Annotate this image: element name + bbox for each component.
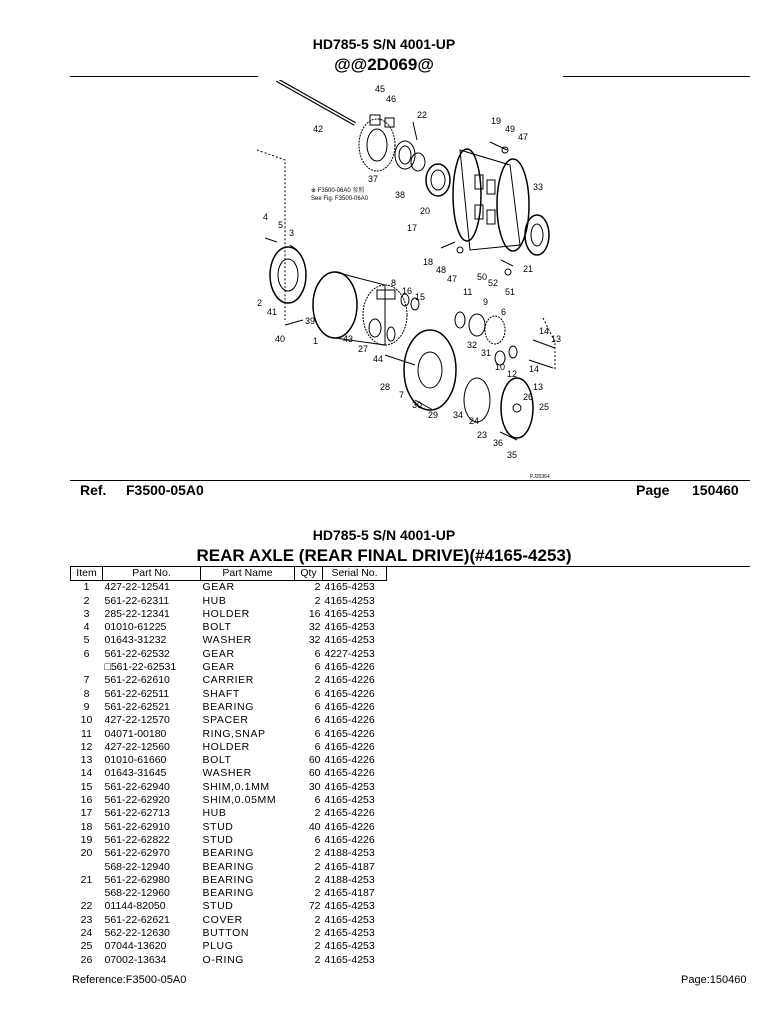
table-row xyxy=(71,741,387,754)
cell-part-name: BOLT xyxy=(202,754,232,767)
cell-serial-no: 4165-4253 xyxy=(324,927,375,940)
cell-item xyxy=(71,861,103,874)
table-row xyxy=(71,581,387,595)
callout-number: 14 xyxy=(539,326,550,336)
callout-number: 19 xyxy=(491,116,502,126)
table-row xyxy=(71,914,387,927)
cell-serial-no: 4165-4187 xyxy=(324,887,375,900)
callout-number: 23 xyxy=(477,430,488,440)
table-row xyxy=(71,940,387,953)
callout-number: 25 xyxy=(539,402,550,412)
cell-item: 10 xyxy=(80,714,93,727)
cell-part-no: 01643-31232 xyxy=(104,634,167,647)
cell-item: 20 xyxy=(80,847,93,860)
cell-qty: 6 xyxy=(314,647,321,660)
callout-number: 42 xyxy=(313,124,324,134)
callout-number: 10 xyxy=(495,362,506,372)
cell-qty: 2 xyxy=(314,887,321,900)
cell-part-name: PLUG xyxy=(202,940,234,953)
cell-qty: 6 xyxy=(314,794,321,807)
cell-qty: 2 xyxy=(314,873,321,886)
cell-part-no: □561-22-62531 xyxy=(104,661,177,674)
cell-part-no: 01010-61660 xyxy=(104,754,167,767)
cell-part-name: BUTTON xyxy=(202,927,250,940)
cell-part-no: 562-22-12630 xyxy=(104,927,170,940)
cell-qty: 2 xyxy=(314,847,321,860)
cell-qty: 6 xyxy=(314,700,321,713)
cell-part-no: 561-22-62532 xyxy=(104,647,170,660)
callout-number: 5 xyxy=(278,220,284,230)
cell-item: 24 xyxy=(80,927,93,940)
cell-serial-no: 4165-4253 xyxy=(324,900,375,913)
callout-number: 46 xyxy=(386,94,397,104)
cell-part-no: 561-22-62713 xyxy=(104,807,170,820)
callout-number: 13 xyxy=(533,382,544,392)
callout-number: 16 xyxy=(402,286,413,296)
cell-qty: 40 xyxy=(308,820,321,833)
cell-item: 11 xyxy=(81,727,92,740)
cell-serial-no: 4165-4253 xyxy=(324,913,375,926)
cell-qty: 2 xyxy=(314,913,321,926)
parts-table-header xyxy=(71,567,387,581)
cell-serial-no: 4165-4253 xyxy=(324,780,375,793)
cell-serial-no: 4165-4226 xyxy=(324,714,375,727)
cell-item: 14 xyxy=(80,767,93,780)
table-row xyxy=(71,767,387,780)
cell-qty: 60 xyxy=(308,754,321,767)
cell-part-name: STUD xyxy=(202,820,234,833)
cell-qty: 30 xyxy=(308,780,321,793)
callout-number: 3 xyxy=(289,228,295,238)
cell-part-no: 561-22-62511 xyxy=(104,687,170,700)
document-code: @@2D069@ xyxy=(334,55,434,74)
callout-number: 8 xyxy=(391,278,397,288)
callout-number: 51 xyxy=(505,287,516,297)
cell-serial-no: 4165-4226 xyxy=(324,740,375,753)
cell-qty: 2 xyxy=(314,940,321,953)
callout-number: 20 xyxy=(420,206,431,216)
cell-item: 21 xyxy=(80,873,93,886)
cell-part-no: 561-22-62910 xyxy=(104,820,170,833)
cell-serial-no: 4165-4226 xyxy=(324,674,375,687)
cell-item: 8 xyxy=(83,687,90,700)
cell-part-name: SPACER xyxy=(202,714,249,727)
page-value: 150460 xyxy=(692,482,739,498)
cell-item: 1 xyxy=(83,581,90,594)
table-row xyxy=(71,701,387,714)
cell-part-name: COVER xyxy=(202,913,243,926)
cell-item: 12 xyxy=(80,740,93,753)
cell-part-no: 561-22-62521 xyxy=(104,700,170,713)
cell-part-no: 04071-00180 xyxy=(104,727,167,740)
cell-part-no: 568-22-12960 xyxy=(104,887,170,900)
callout-number: 50 xyxy=(477,272,488,282)
exploded-parts-diagram xyxy=(255,80,575,480)
cell-qty: 6 xyxy=(314,833,321,846)
table-row xyxy=(71,714,387,727)
table-row xyxy=(71,794,387,807)
cell-item xyxy=(71,887,103,900)
cell-serial-no: 4165-4253 xyxy=(324,607,375,620)
callout-number: 40 xyxy=(275,334,286,344)
cell-part-name: GEAR xyxy=(202,581,235,594)
cell-part-no: 427-22-12541 xyxy=(104,581,170,594)
cell-part-name: WASHER xyxy=(202,634,252,647)
cell-qty: 60 xyxy=(308,767,321,780)
cell-qty: 6 xyxy=(314,727,321,740)
cell-serial-no: 4165-4253 xyxy=(324,621,375,634)
callout-number: 21 xyxy=(523,264,534,274)
table-row xyxy=(71,608,387,621)
callout-number: 33 xyxy=(533,182,544,192)
callout-number: 38 xyxy=(395,190,406,200)
footer-page: Page:150460 xyxy=(681,974,747,986)
cell-part-no: 427-22-12570 xyxy=(104,714,170,727)
cell-item: 23 xyxy=(80,913,93,926)
cell-part-no: 561-22-62920 xyxy=(104,794,170,807)
cell-part-no: 285-22-12341 xyxy=(104,607,170,620)
cell-serial-no: 4165-4253 xyxy=(324,953,375,966)
cell-serial-no: 4165-4253 xyxy=(324,634,375,647)
table-row xyxy=(71,595,387,608)
cell-item: 16 xyxy=(80,794,93,807)
cell-serial-no: 4165-4253 xyxy=(324,581,375,594)
cell-serial-no: 4165-4187 xyxy=(324,860,375,873)
table-row xyxy=(71,887,387,900)
cell-item: 15 xyxy=(80,780,93,793)
cell-part-name: BEARING xyxy=(202,847,254,860)
table-row xyxy=(71,781,387,794)
cell-item xyxy=(71,661,103,674)
cell-part-name: HUB xyxy=(202,807,227,820)
cell-item: 13 xyxy=(80,754,93,767)
callout-number: 2 xyxy=(257,298,263,308)
cell-part-name: BEARING xyxy=(202,860,254,873)
cell-serial-no: 4165-4226 xyxy=(324,767,375,780)
table-row xyxy=(71,834,387,847)
cell-part-name: RING,SNAP xyxy=(202,727,266,740)
cell-part-no: 427-22-12560 xyxy=(104,740,170,753)
cell-item: 2 xyxy=(83,594,90,607)
table-row xyxy=(71,688,387,701)
callout-number: 52 xyxy=(488,278,499,288)
cell-item: 26 xyxy=(80,953,93,966)
header-serial-no: Serial No. xyxy=(323,567,387,581)
header-qty: Qty xyxy=(295,567,323,581)
callout-number: 37 xyxy=(368,174,379,184)
title-rule-left xyxy=(70,76,258,77)
cell-part-name: BEARING xyxy=(202,700,254,713)
cell-qty: 2 xyxy=(314,594,321,607)
cell-item: 17 xyxy=(80,807,93,820)
page-label: Page xyxy=(636,482,670,498)
cell-qty: 32 xyxy=(308,621,321,634)
cell-serial-no: 4165-4226 xyxy=(324,727,375,740)
cell-part-name: BEARING xyxy=(202,887,254,900)
cell-part-no: 07002-13634 xyxy=(104,953,167,966)
cell-qty: 16 xyxy=(308,607,321,620)
section-subtitle: REAR AXLE (REAR FINAL DRIVE)(#4165-4253) xyxy=(196,546,572,565)
table-row xyxy=(71,754,387,767)
table-row xyxy=(71,861,387,874)
cell-qty: 2 xyxy=(314,860,321,873)
cell-item: 18 xyxy=(80,820,93,833)
cell-part-name: BEARING xyxy=(202,873,254,886)
callout-number: 41 xyxy=(267,307,278,317)
callout-number: 47 xyxy=(518,132,529,142)
cell-part-no: 568-22-12940 xyxy=(104,860,170,873)
cell-part-name: WASHER xyxy=(202,767,252,780)
table-row xyxy=(71,874,387,887)
section-title: HD785-5 S/N 4001-UP xyxy=(312,527,456,543)
callout-number: 47 xyxy=(447,274,458,284)
cell-qty: 2 xyxy=(314,953,321,966)
cell-part-name: SHIM,0.05MM xyxy=(202,794,277,807)
cell-part-name: SHAFT xyxy=(202,687,240,700)
callout-number: 34 xyxy=(453,410,464,420)
callout-number: 6 xyxy=(501,307,507,317)
header-part-name: Part Name xyxy=(201,567,295,581)
cell-serial-no: 4165-4226 xyxy=(324,700,375,713)
cell-qty: 6 xyxy=(314,661,321,674)
callout-number: 39 xyxy=(305,316,316,326)
cell-part-no: 01144-82050 xyxy=(104,900,166,913)
cell-serial-no: 4165-4226 xyxy=(324,754,375,767)
cell-qty: 32 xyxy=(308,634,321,647)
cell-part-no: 561-22-62970 xyxy=(104,847,170,860)
cell-part-no: 01643-31645 xyxy=(104,767,167,780)
callout-number: 11 xyxy=(463,287,473,297)
callout-number: 27 xyxy=(358,344,369,354)
table-row xyxy=(71,674,387,687)
header-item: Item xyxy=(71,567,103,581)
cell-part-no: 01010-61225 xyxy=(104,621,167,634)
cell-part-name: SHIM,0.1MM xyxy=(202,780,270,793)
cell-serial-no: 4165-4226 xyxy=(324,833,375,846)
table-row xyxy=(71,954,387,967)
table-row xyxy=(71,927,387,940)
cell-item: 4 xyxy=(83,621,90,634)
callout-number: 36 xyxy=(493,438,504,448)
callout-number: 24 xyxy=(469,416,480,426)
callout-number: 29 xyxy=(428,410,439,420)
diagram-note: ※ F3500-06A0 参照 xyxy=(311,188,365,194)
cell-serial-no: 4165-4226 xyxy=(324,661,375,674)
header-part-no: Part No. xyxy=(103,567,201,581)
table-row xyxy=(71,621,387,634)
cell-qty: 6 xyxy=(314,740,321,753)
cell-part-no: 561-22-62610 xyxy=(104,674,170,687)
cell-item: 5 xyxy=(83,634,90,647)
callout-number: 32 xyxy=(467,340,478,350)
table-row xyxy=(71,661,387,674)
document-title: HD785-5 S/N 4001-UP xyxy=(312,36,456,52)
ref-value: F3500-05A0 xyxy=(126,482,204,498)
cell-item: 25 xyxy=(80,940,93,953)
cell-qty: 2 xyxy=(314,927,321,940)
cell-serial-no: 4165-4253 xyxy=(324,940,375,953)
cell-part-name: HOLDER xyxy=(202,740,250,753)
callout-number: 18 xyxy=(423,257,434,267)
cell-qty: 6 xyxy=(314,714,321,727)
cell-serial-no: 4165-4226 xyxy=(324,807,375,820)
callout-number: 17 xyxy=(407,223,418,233)
cell-part-no: 561-22-62940 xyxy=(104,780,170,793)
cell-serial-no: 4165-4253 xyxy=(324,794,375,807)
callout-number: 7 xyxy=(399,390,405,400)
cell-item: 7 xyxy=(83,674,90,687)
callout-number: 45 xyxy=(375,84,386,94)
callout-number: 30 xyxy=(412,400,423,410)
cell-serial-no: 4165-4253 xyxy=(324,594,375,607)
callout-number: 1 xyxy=(313,336,319,346)
cell-part-no: 561-22-62822 xyxy=(104,833,170,846)
cell-part-name: CARRIER xyxy=(202,674,254,687)
cell-part-name: HUB xyxy=(202,594,227,607)
cell-item: 19 xyxy=(80,833,93,846)
cell-serial-no: 4188-4253 xyxy=(324,873,375,886)
reference-bar xyxy=(70,480,750,499)
cell-part-name: STUD xyxy=(202,900,234,913)
cell-part-name: GEAR xyxy=(202,661,235,674)
callout-number: 35 xyxy=(507,450,518,460)
table-row xyxy=(71,728,387,741)
cell-serial-no: 4188-4253 xyxy=(324,847,375,860)
cell-serial-no: 4165-4226 xyxy=(324,687,375,700)
cell-part-no: 561-22-62621 xyxy=(104,913,170,926)
cell-part-name: BOLT xyxy=(202,621,232,634)
callout-number: 22 xyxy=(417,110,428,120)
cell-qty: 2 xyxy=(314,807,321,820)
callout-number: 12 xyxy=(507,369,518,379)
callout-number: 15 xyxy=(415,292,426,302)
callout-number: 4 xyxy=(263,212,269,222)
cell-qty: 2 xyxy=(314,674,321,687)
cell-part-name: GEAR xyxy=(202,647,235,660)
ref-label: Ref. xyxy=(80,482,107,498)
cell-qty: 72 xyxy=(308,900,321,913)
cell-part-no: 561-22-62311 xyxy=(104,594,170,607)
diagram-stamp: PJ20364 xyxy=(530,474,550,480)
cell-qty: 6 xyxy=(314,687,321,700)
callout-number: 44 xyxy=(373,354,384,364)
cell-part-no: 07044-13620 xyxy=(104,940,167,953)
callout-number: 49 xyxy=(505,124,516,134)
cell-part-no: 561-22-62980 xyxy=(104,873,170,886)
cell-item: 9 xyxy=(83,700,90,713)
callout-number: 26 xyxy=(523,392,534,402)
callout-number: 13 xyxy=(551,334,562,344)
cell-item: 22 xyxy=(80,900,93,913)
table-row xyxy=(71,807,387,820)
title-rule-right xyxy=(563,76,750,77)
table-row xyxy=(71,821,387,834)
cell-part-name: STUD xyxy=(202,833,234,846)
cell-serial-no: 4227-4253 xyxy=(324,647,375,660)
cell-serial-no: 4165-4226 xyxy=(324,820,375,833)
callout-number: 28 xyxy=(380,382,391,392)
cell-item: 6 xyxy=(83,647,90,660)
parts-table xyxy=(70,566,387,967)
callout-number: 14 xyxy=(529,364,540,374)
cell-part-name: HOLDER xyxy=(202,607,250,620)
callout-number: 9 xyxy=(483,297,489,307)
callout-number: 31 xyxy=(481,348,492,358)
cell-qty: 2 xyxy=(314,581,321,594)
table-row xyxy=(71,648,387,661)
footer-reference: Reference:F3500-05A0 xyxy=(72,974,187,986)
table-row xyxy=(71,847,387,860)
cell-item: 3 xyxy=(83,607,90,620)
table-row xyxy=(71,900,387,913)
callout-number: 48 xyxy=(436,265,447,275)
diagram-note: See Fig. F3500-06A0 xyxy=(311,196,369,202)
cell-part-name: O-RING xyxy=(202,953,245,966)
table-row xyxy=(71,634,387,647)
callout-number: 43 xyxy=(343,334,354,344)
